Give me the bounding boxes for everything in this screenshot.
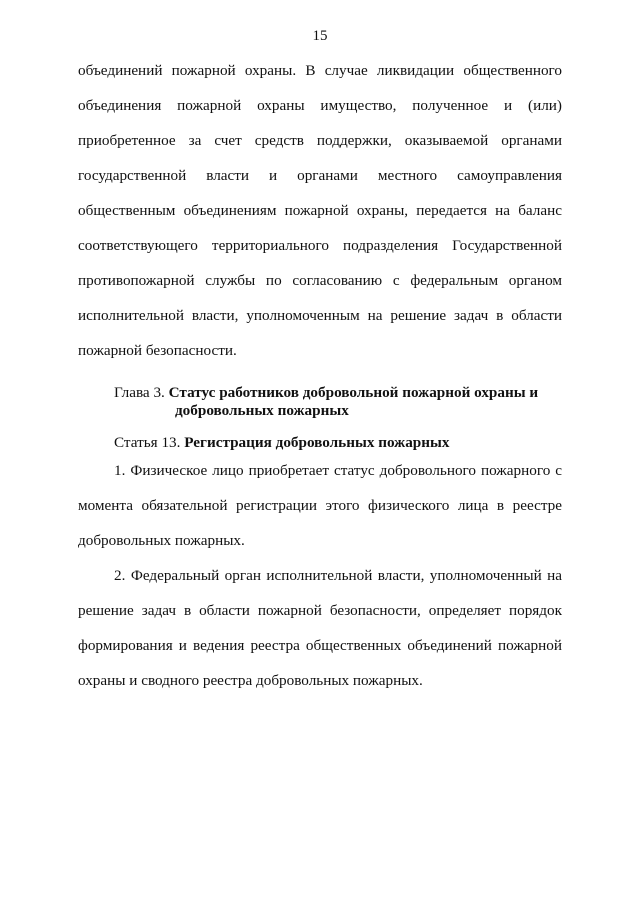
clause-2 — [78, 567, 562, 707]
chapter-title: Статус работников добровольной пожарной охраны и — [168, 384, 539, 401]
text-line: объединений пожарной охраны. В случае ликвидации общественного — [78, 62, 562, 79]
text-line — [78, 567, 562, 602]
article-heading — [114, 434, 449, 452]
clause-1 — [78, 462, 562, 567]
article-title: Регистрация добровольных пожарных — [184, 434, 450, 451]
article-label: Статья 13. — [114, 434, 181, 451]
chapter-label: Глава 3. — [114, 384, 165, 401]
clause-2-line-1: 2. Федеральный орган исполнительной власти, уполномоченный на — [114, 567, 562, 584]
text-line: охраны и сводного реестра добровольных пожарных. — [78, 672, 423, 689]
text-line: момента обязательной регистрации этого физического лица в реестре — [78, 497, 562, 514]
text-line: общественным объединениям пожарной охраны, передается на баланс — [78, 202, 562, 219]
paragraph-continuation — [78, 62, 562, 377]
text-line: пожарной безопасности. — [78, 342, 237, 359]
text-line: соответствующего территориального подразделения Государственной — [78, 237, 562, 254]
text-line: решение задач в области пожарной безопасности, определяет порядок — [78, 602, 562, 619]
text-line — [78, 462, 562, 497]
text-line: объединения пожарной охраны имущество, полученное и (или) — [78, 97, 562, 114]
chapter-heading — [114, 384, 538, 420]
text-line: противопожарной службы по согласованию с федеральным органом — [78, 272, 562, 289]
text-line: приобретенное за счет средств поддержки, оказываемой органами — [78, 132, 562, 149]
chapter-title-continued: добровольных пожарных — [175, 402, 349, 419]
text-line: государственной власти и органами местного самоуправления — [78, 167, 562, 184]
text-line: формирования и ведения реестра общественных объединений пожарной — [78, 637, 562, 654]
text-line: исполнительной власти, уполномоченным на решение задач в области — [78, 307, 562, 324]
text-line: добровольных пожарных. — [78, 532, 245, 549]
clause-1-line-1: 1. Физическое лицо приобретает статус добровольного пожарного с — [114, 462, 562, 479]
page-number: 15 — [312, 28, 328, 44]
